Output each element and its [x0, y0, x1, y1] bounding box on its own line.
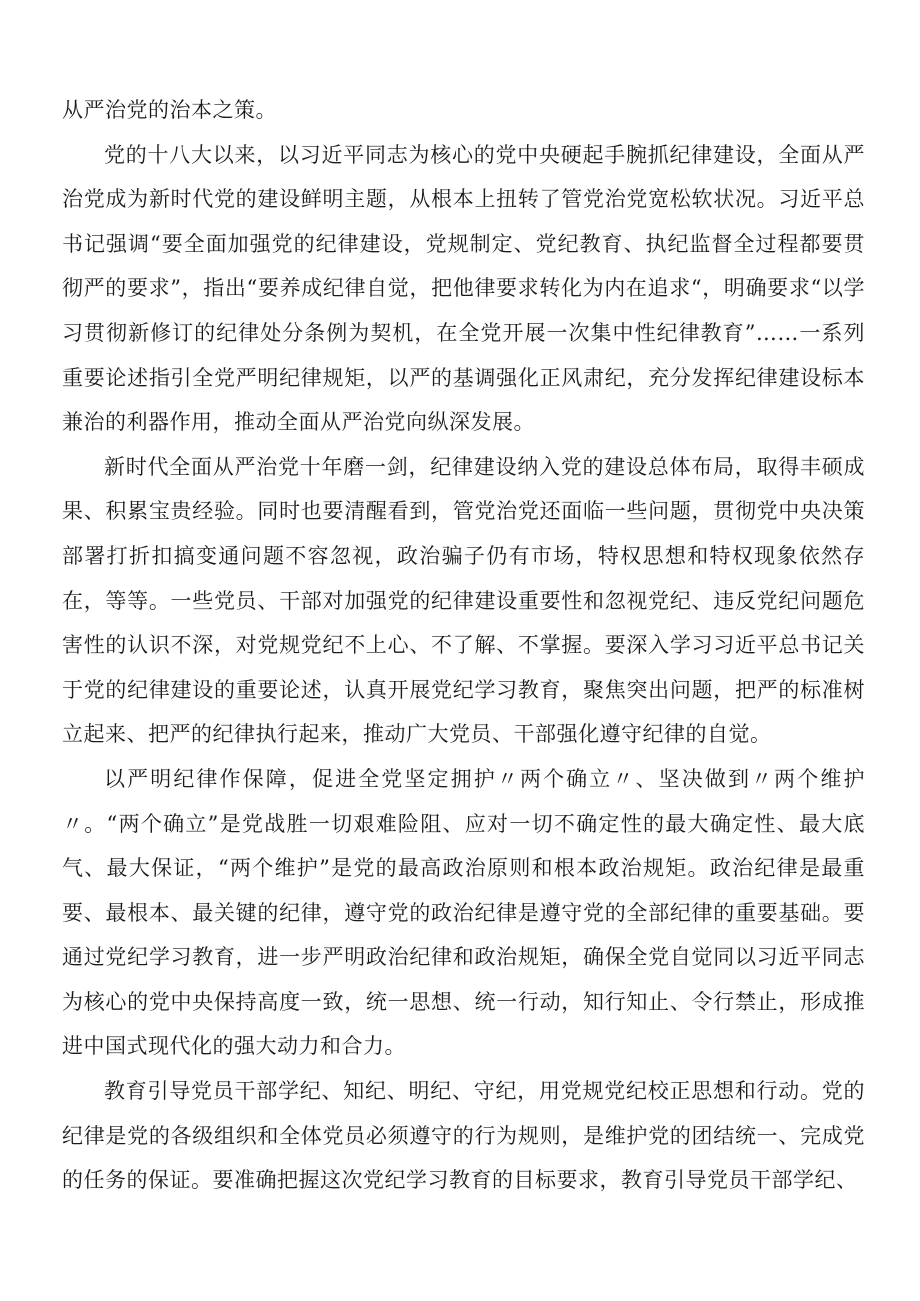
paragraph-discipline-building: 党的十八大以来，以习近平同志为核心的党中央硬起手腕抓纪律建设，全面从严治党成为新时代党的建设鲜明主题，从根本上扭转了管党治党宽松软状况。习近平总书记强调“要全面加强党的纪律建设，党规制定、党纪教育、执纪监督全过程都要贯彻严的要求”，指出“要养成纪律自觉，把他律要求转化为内在追求“，明确要求“以学习贯彻新修订的纪律处分条例为契机，在全党开展一次集中性纪律教育”……一系列重要论述指引全党严明纪律规矩，以严的基调强化正风肃纪，充分发挥纪律建设标本兼治的利器作用，推动全面从严治党向纵深发展。 [62, 142, 865, 435]
paragraph-education-guidance: 教育引导党员干部学纪、知纪、明纪、守纪，用党规党纪校正思想和行动。党的纪律是党的各级组织和全体党员必须遵守的行为规则，是维护党的团结统一、完成党的任务的保证。要准确把握这次党纪学习教育的目标要求，教育引导党员干部学纪、 [62, 1079, 865, 1193]
paragraph-two-establishments: 以严明纪律作保障，促进全党坚定拥护〃两个确立〃、坚决做到〃两个维护〃。“两个确立”是党战胜一切艰难险阻、应对一切不确定性的最大确定性、最大底气、最大保证，“两个维护”是党的最高政治原则和根本政治规矩。政治纪律是最重要、最根本、最关键的纪律，遵守党的政治纪律是遵守党的全部纪律的重要基础。要通过党纪学习教育，进一步严明政治纪律和政治规矩，确保全党自觉同以习近平同志为核心的党中央保持高度一致，统一思想、统一行动，知行知止、令行禁止，形成推进中国式现代化的强大动力和合力。 [62, 766, 865, 1059]
paragraph-new-era-problems: 新时代全面从严治党十年磨一剑，纪律建设纳入党的建设总体布局，取得丰硕成果、积累宝贵经验。同时也要清醒看到，管党治党还面临一些问题，贯彻党中央决策部署打折扣搞变通问题不容忽视，政治骗子仍有市场，特权思想和特权现象依然存在，等等。一些党员、干部对加强党的纪律建设重要性和忽视党纪、违反党纪问题危害性的认识不深，对党规党纪不上心、不了解、不掌握。要深入学习习近平总书记关于党的纪律建设的重要论述，认真开展党纪学习教育，聚焦突出问题，把严的标准树立起来、把严的纪律执行起来，推动广大党员、干部强化遵守纪律的自觉。 [62, 454, 865, 747]
paragraph-continuation: 从严治党的治本之策。 [62, 98, 277, 122]
